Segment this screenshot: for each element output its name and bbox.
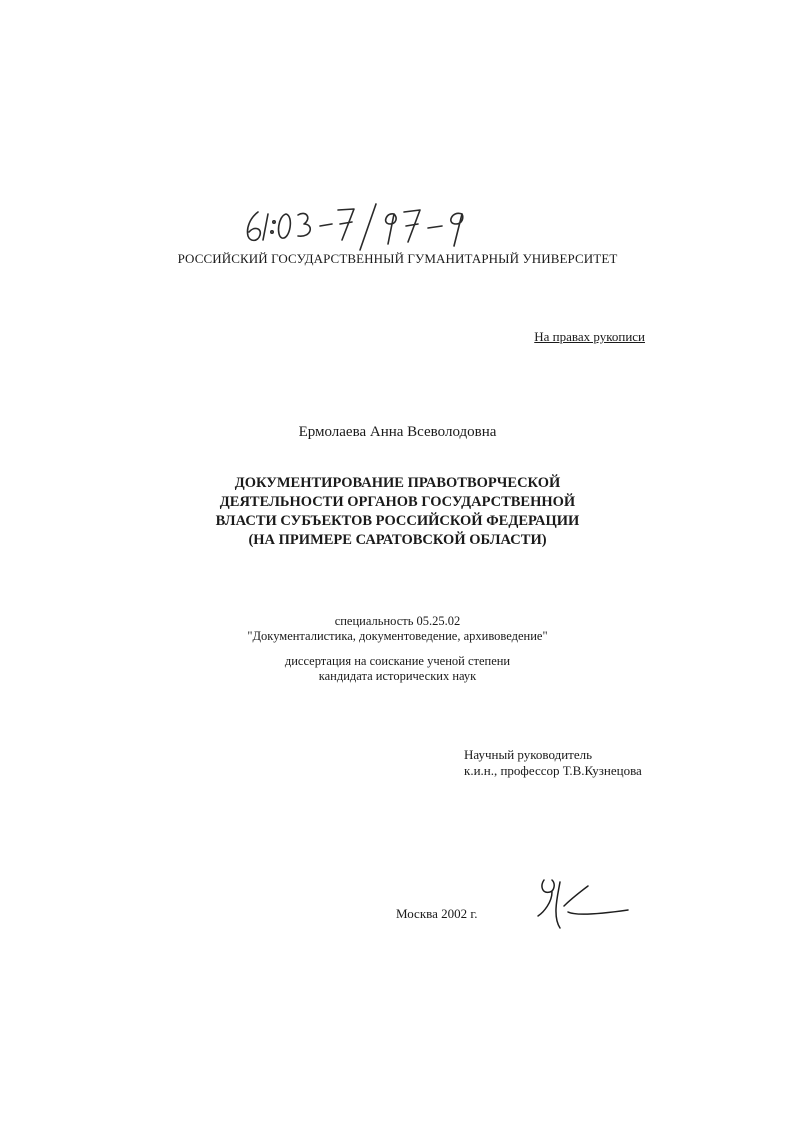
supervisor-label: Научный руководитель (464, 747, 593, 762)
specialty-block (0, 614, 795, 644)
degree-block (0, 654, 795, 684)
city-year: Москва 2002 г. (396, 906, 478, 921)
degree-line: кандидата исторических наук (318, 669, 477, 683)
title-line: ДЕЯТЕЛЬНОСТИ ОРГАНОВ ГОСУДАРСТВЕННОЙ (219, 494, 576, 510)
degree-line: диссертация на соискание ученой степени (284, 654, 511, 668)
title-line: ВЛАСТИ СУБЪЕКТОВ РОССИЙСКОЙ ФЕДЕРАЦИИ (215, 513, 580, 529)
author-name: Ермолаева Анна Всеволодовна (298, 424, 497, 440)
specialty-name: "Документалистика, документоведение, архивоведение" (247, 629, 548, 643)
university-name: РОССИЙСКИЙ ГОСУДАРСТВЕННЫЙ ГУМАНИТАРНЫЙ УНИВЕРСИТЕТ (177, 251, 618, 266)
title-line: ДОКУМЕНТИРОВАНИЕ ПРАВОТВОРЧЕСКОЙ (234, 475, 561, 491)
manuscript-rights-note: На правах рукописи (534, 329, 645, 344)
signature (530, 872, 635, 934)
supervisor-name: к.и.н., профессор Т.В.Кузнецова (464, 763, 642, 778)
dissertation-title (0, 474, 795, 550)
supervisor-block (464, 747, 642, 779)
title-line: (НА ПРИМЕРЕ САРАТОВСКОЙ ОБЛАСТИ) (248, 532, 547, 548)
handwritten-archive-number (236, 200, 486, 252)
specialty-code: специальность 05.25.02 (334, 614, 461, 628)
